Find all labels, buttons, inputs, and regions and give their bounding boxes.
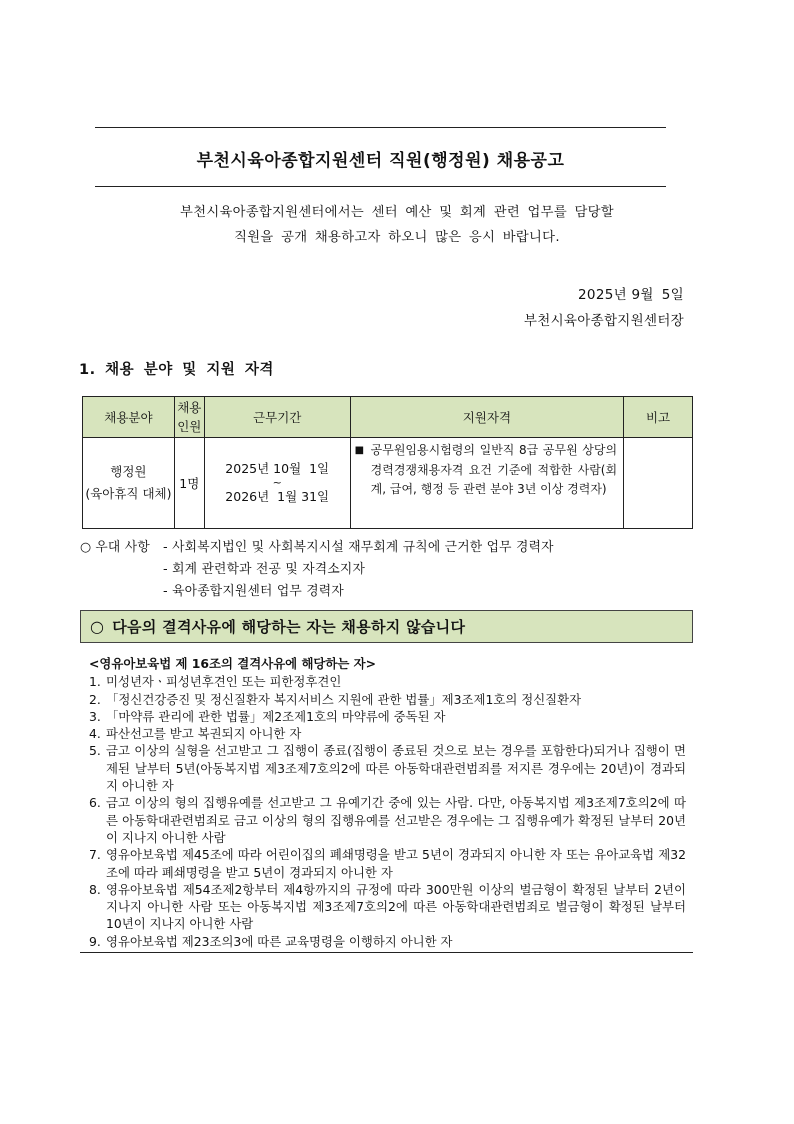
list-item [89, 846, 686, 881]
header-count [174, 397, 204, 438]
issuer: 부천시육아종합지원센터장 [523, 313, 684, 329]
list-item-number: 5. [89, 743, 101, 759]
title-top-rule [95, 127, 666, 128]
cell-field [83, 438, 175, 529]
section-1-heading: 1. 채용 분야 및 지원 자격 [79, 362, 274, 378]
field-subtitle: (육아휴직 대체) [85, 486, 172, 501]
intro-text [80, 200, 714, 250]
disqualification-banner [80, 610, 693, 643]
list-item-number: 8. [89, 881, 101, 897]
circle-bullet-icon: ○ [80, 540, 92, 555]
list-item-text: 「마약류 관리에 관한 법률」제2조제1호의 마약류에 중독된 자 [106, 708, 446, 724]
header-note: 비고 [624, 397, 693, 438]
cell-count: 1명 [174, 438, 204, 529]
header-qualification: 지원자격 [350, 397, 623, 438]
list-item-number: 4. [89, 726, 101, 742]
cell-qualification [350, 438, 623, 529]
disqualification-heading: 다음의 결격사유에 해당하는 자는 채용하지 않습니다 [112, 618, 466, 636]
list-item-number: 9. [89, 933, 101, 949]
list-item-text: 영유아보육법 제23조의3에 따른 교육명령을 이행하지 아니한 자 [106, 933, 453, 949]
disqualification-subheading: <영유아보육법 제 16조의 결격사유에 해당하는 자> [89, 656, 376, 671]
cell-period [204, 438, 350, 529]
list-item-text: 금고 이상의 실형을 선고받고 그 집행이 종료(집행이 종료된 것으로 보는 경우를 포함한다)되거나 집행이 면제된 날부터 5년(아동복지법 제3조제7호의2에 따른 아동학대관련범죄를 저지른 경우에는 20년)이 경과되지 아니한 자 [106, 743, 686, 794]
list-item-text: 「정신건강증진 및 정신질환자 복지서비스 지원에 관한 법률」제3조제1호의 정신질환자 [106, 691, 582, 707]
header-count-line-1: 채용 [177, 400, 202, 415]
list-item [89, 794, 686, 846]
preference-item: - 회계 관련학과 전공 및 자격소지자 [163, 562, 366, 577]
list-item-number: 1. [89, 674, 101, 690]
page-title: 부천시육아종합지원센터 직원(행정원) 채용공고 [196, 151, 565, 171]
list-item-text: 영유아보육법 제45조에 따라 어린이집의 폐쇄명령을 받고 5년이 경과되지 아니한 자 또는 유아교육법 제32조에 따라 폐쇄명령을 받고 5년이 경과되지 아니한 자 [106, 847, 686, 880]
list-item [89, 725, 686, 742]
table-row [83, 438, 693, 529]
intro-line-1: 부천시육아종합지원센터에서는 센터 예산 및 회계 관련 업무를 담당할 [180, 205, 614, 220]
list-item [89, 691, 686, 708]
list-item [89, 933, 686, 950]
preference-item: - 사회복지법인 및 사회복지시설 재무회계 규칙에 근거한 업무 경력자 [163, 540, 554, 555]
list-item-number: 7. [89, 847, 101, 863]
preferences [80, 537, 554, 603]
list-item-number: 3. [89, 708, 101, 724]
cell-note [624, 438, 693, 529]
period-separator: ~ [272, 476, 282, 489]
list-item [89, 673, 686, 690]
announcement-date [578, 283, 684, 303]
qualification-text: 공무원임용시험령의 일반직 8급 공무원 상당의 경력경쟁채용자격 요건 기준에 적합한 사람(회계, 급여, 행정 등 관련 분야 3년 이상 경력자) [370, 443, 618, 496]
header-period: 근무기간 [204, 397, 350, 438]
list-item [89, 742, 686, 794]
period-end: 2026년 1월 31일 [225, 489, 330, 504]
list-item [89, 881, 686, 933]
table-header-row [83, 397, 693, 438]
list-item-number: 6. [89, 795, 101, 811]
square-bullet-icon: ■ [354, 445, 365, 456]
list-item-text: 금고 이상의 형의 집행유예를 선고받고 그 유예기간 중에 있는 사람. 다만, 아동복지법 제3조제7호의2에 따른 아동학대관련범죄로 금고 이상의 형의 집행유예를 선고받은 경우에는 그 집행유예가 확정된 날부터 20년이 지나지 아니한 사람 [106, 795, 686, 845]
intro-line-2: 직원을 공개 채용하고자 하오니 많은 응시 바랍니다. [234, 230, 560, 245]
list-item-text: 파산선고를 받고 복권되지 아니한 자 [106, 726, 302, 742]
list-item-text: 미성년자ㆍ피성년후견인 또는 피한정후견인 [106, 674, 342, 690]
field-name: 행정원 [110, 464, 147, 479]
date-month: 2025년 9월 [578, 287, 654, 303]
recruitment-table [82, 396, 693, 529]
header-field: 채용분야 [83, 397, 175, 438]
list-item-number: 2. [89, 691, 101, 707]
title-bottom-rule [95, 186, 666, 187]
preference-item: - 육아종합지원센터 업무 경력자 [163, 584, 344, 599]
list-item [89, 708, 686, 725]
date-day: 5일 [661, 287, 684, 303]
header-count-line-2: 인원 [177, 419, 202, 434]
disqualification-list [89, 655, 686, 950]
period-start: 2025년 10월 1일 [225, 461, 330, 476]
bottom-rule [80, 952, 693, 953]
circle-bullet-icon: ○ [90, 617, 105, 636]
list-item-text: 영유아보육법 제54조제2항부터 제4항까지의 규정에 따라 300만원 이상의 벌금형이 확정된 날부터 2년이 지나지 아니한 사람 또는 아동복지법 제3조제7호의2에 따른 아동학대관련범죄로 벌금형이 확정된 날부터 10년이 지나지 아니한 사람 [106, 881, 686, 932]
preferences-label: 우대 사항 [95, 540, 150, 555]
